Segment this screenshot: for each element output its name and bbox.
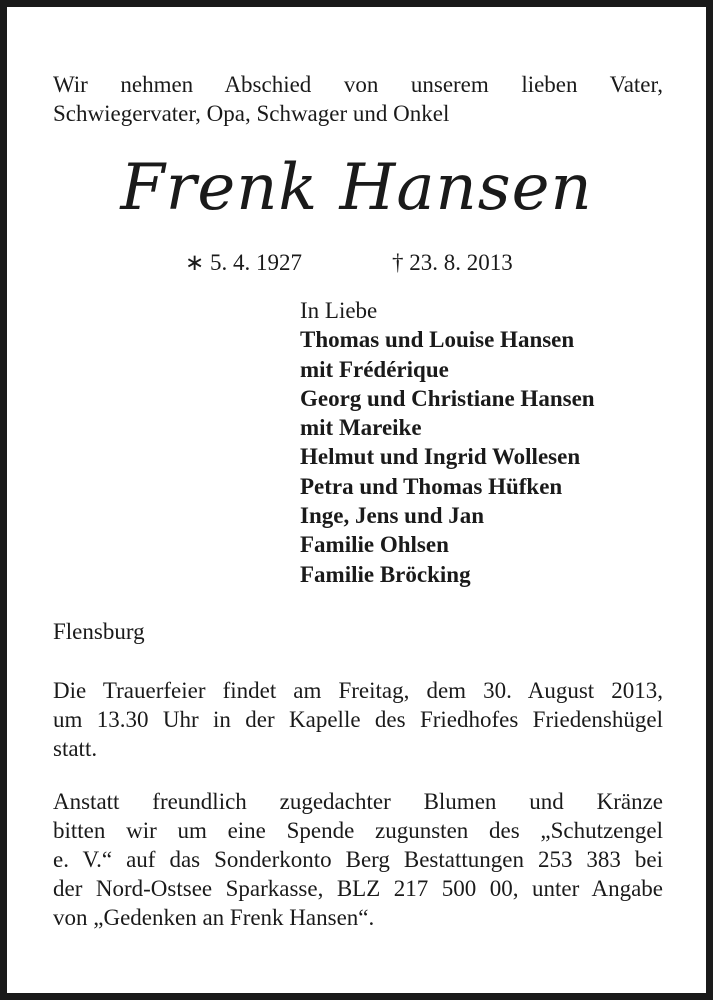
mourner-name: Thomas und Louise Hansen [300, 327, 575, 353]
mourners-intro: In Liebe [300, 298, 378, 323]
mourner-name: mit Mareike [300, 415, 422, 441]
donation-line-2: bitten wir um eine Spende zugunsten des „Schutzengel [53, 818, 663, 843]
donation-line-1: Anstatt freundlich zugedachter Blumen und Kränze [53, 789, 663, 814]
ceremony-paragraph [53, 676, 663, 763]
intro-line-1: Wir nehmen Abschied von unserem lieben Vater, [53, 72, 663, 97]
mourner-name: Georg und Christiane Hansen [300, 385, 595, 411]
mourner-name: Familie Ohlsen [300, 532, 449, 558]
mourner-name: Helmut und Ingrid Wollesen [300, 444, 581, 470]
deceased-name: Frenk Hansen [120, 151, 593, 225]
donation-line-4: der Nord-Ostsee Sparkasse, BLZ 217 500 00, unter Angabe [53, 876, 663, 901]
death-date: † 23. 8. 2013 [392, 250, 513, 275]
ceremony-line-2: um 13.30 Uhr in der Kapelle des Friedhofes Friedenshügel [53, 707, 663, 732]
mourner-name: Inge, Jens und Jan [300, 503, 485, 529]
mourner-name: Familie Bröcking [300, 561, 471, 587]
ceremony-line-3: statt. [53, 736, 98, 761]
donation-paragraph [53, 787, 663, 932]
ceremony-line-1: Die Trauerfeier findet am Freitag, dem 30. August 2013, [53, 678, 663, 703]
donation-line-5: von „Gedenken an Frenk Hansen“. [53, 905, 375, 930]
intro-line-2: Schwiegervater, Opa, Schwager und Onkel [53, 101, 450, 126]
mourner-name: Petra und Thomas Hüfken [300, 473, 563, 499]
place-name: Flensburg [53, 619, 145, 644]
mourner-name: mit Frédérique [300, 356, 449, 382]
intro-text [53, 70, 663, 128]
mourners-list [300, 296, 595, 589]
birth-date: ∗ 5. 4. 1927 [185, 250, 303, 275]
donation-line-3: e. V.“ auf das Sonderkonto Berg Bestattungen 253 383 bei [53, 847, 663, 872]
